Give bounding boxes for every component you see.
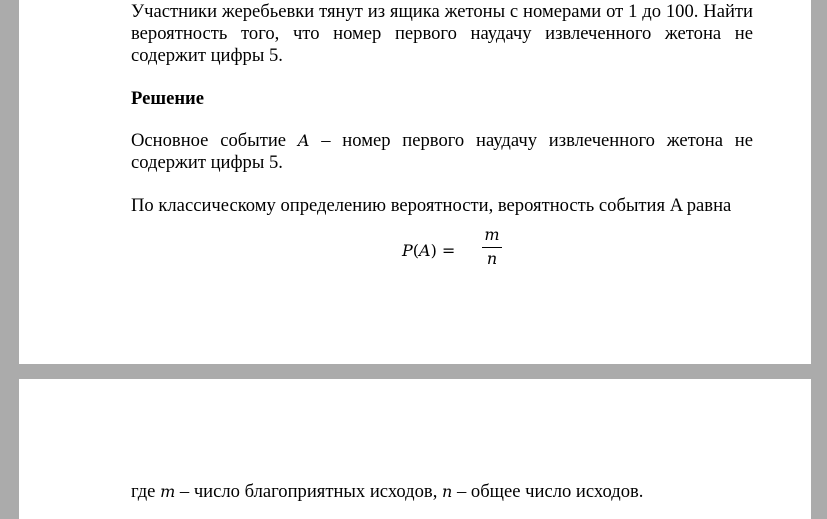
- where-symbol-n: n: [442, 482, 453, 501]
- solution-heading: Решение: [131, 88, 204, 109]
- variables-explanation: [131, 481, 753, 503]
- formula-argument: A: [419, 241, 431, 260]
- formula-open-paren: (: [412, 241, 420, 260]
- formula-lhs: [402, 241, 455, 260]
- where-text-1: где: [131, 481, 161, 502]
- event-text-before: Основное событие: [131, 130, 298, 151]
- formula-denominator: n: [486, 249, 498, 268]
- event-text-after: – номер первого наудачу извлеченного жетона не содержит цифры 5.: [131, 130, 753, 173]
- fraction-bar: [482, 247, 502, 248]
- formula-numerator: m: [484, 225, 500, 244]
- classical-definition-text: По классическому определению вероятности, вероятность события A равна: [131, 195, 732, 216]
- where-symbol-m: m: [160, 482, 176, 501]
- document-page-2: [19, 379, 811, 519]
- formula-close-equals: ) =: [430, 241, 456, 260]
- document-page-1: [19, 0, 811, 364]
- formula-function: P: [402, 241, 413, 260]
- event-definition: [131, 130, 753, 174]
- event-symbol: A: [297, 131, 310, 150]
- problem-statement: Участники жеребьевки тянут из ящика жетоны с номерами от 1 до 100. Найти вероятность того, что номер первого наудачу извлеченного жетона не содержит цифры 5.: [131, 1, 753, 66]
- where-text-3: – общее число исходов.: [452, 481, 644, 502]
- where-text-2: – число благоприятных исходов,: [175, 481, 443, 502]
